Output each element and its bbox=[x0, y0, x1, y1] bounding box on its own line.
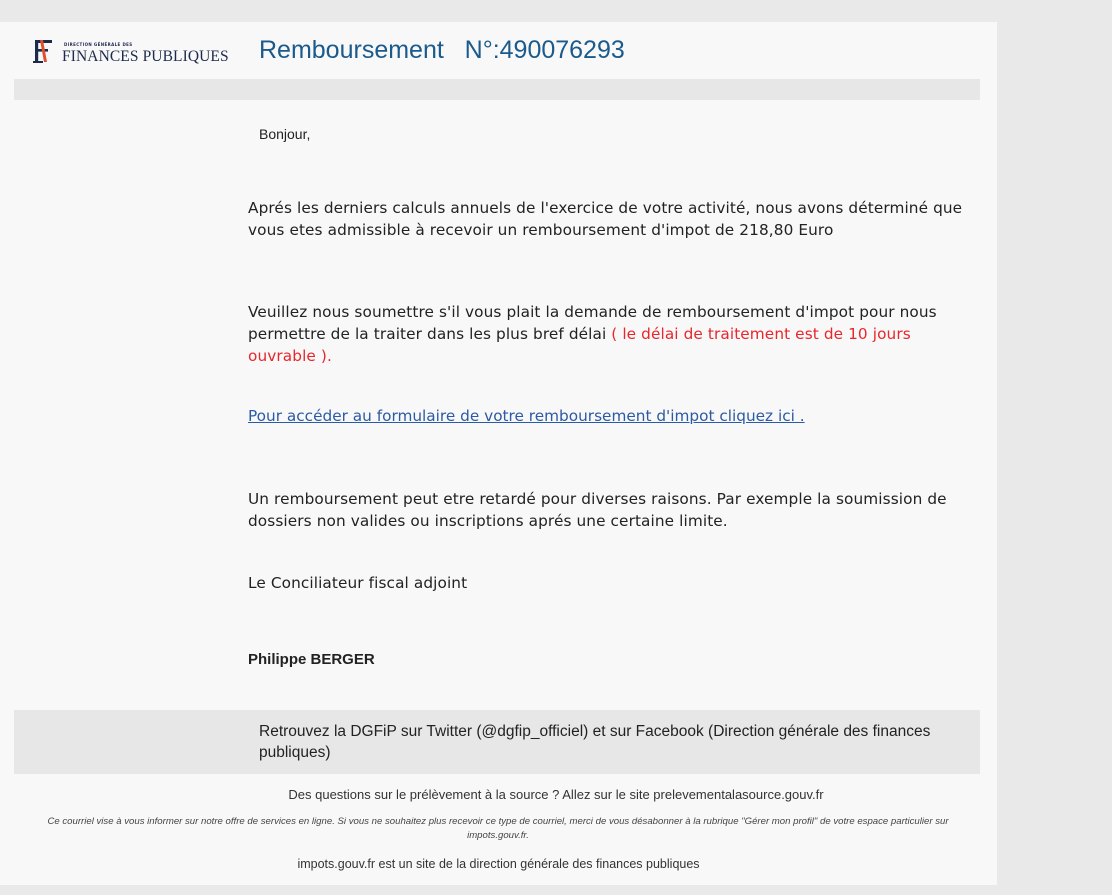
request-paragraph bbox=[248, 301, 973, 367]
delay-reasons-paragraph: Un remboursement peut etre retardé pour diverses raisons. Par exemple la soumission de dossiers non valides ou inscriptions aprés une certaine limite. bbox=[248, 490, 947, 530]
refund-paragraph: Aprés les derniers calculs annuels de l'exercice de votre activité, nous avons déterminé que vous etes admissible à recevoir un remboursement d'impot de 218,80 Euro bbox=[248, 199, 963, 239]
withholding-questions-text[interactable]: Des questions sur le prélèvement à la source ? Allez sur le site prelevementalasource.gouv.fr bbox=[288, 787, 824, 802]
delay-warning-text: ( le délai de traitement est de 10 jours ouvrable ). bbox=[248, 325, 911, 365]
social-media-text: Retrouvez la DGFiP sur Twitter (@dgfip_officiel) et sur Facebook (Direction générale des finances publiques) bbox=[259, 723, 931, 761]
withholding-questions bbox=[0, 787, 1112, 802]
closing-text: Le Conciliateur fiscal adjoint bbox=[248, 574, 468, 592]
logo-title: FINANCES PUBLIQUES bbox=[62, 48, 229, 65]
signature-name: Philippe BERGER bbox=[248, 651, 375, 668]
dgfip-logo-icon bbox=[31, 36, 61, 66]
request-text: Veuillez nous soumettre s'il vous plait la demande de remboursement d'impot pour nous permettre de la traiter dans les plus bref délai bbox=[248, 303, 937, 343]
refund-form-link[interactable]: Pour accéder au formulaire de votre remboursement d'impot cliquez ici . bbox=[248, 407, 805, 425]
site-ownership-note: impots.gouv.fr est un site de la direction générale des finances publiques bbox=[297, 857, 700, 871]
page-title: Remboursement N°:490076293 bbox=[259, 36, 625, 64]
header-divider-band bbox=[14, 79, 980, 100]
logo-subtitle: DIRECTION GÉNÉRALE DES bbox=[64, 42, 133, 47]
greeting: Bonjour, bbox=[259, 126, 311, 142]
unsubscribe-disclaimer: Ce courriel vise à vous informer sur notre offre de services en ligne. Si vous ne souhaitez plus recevoir ce type de courriel, merci de vous désabonner à la rubrique "Gérer mon profil" de votre espace particulier sur impots.gouv.fr. bbox=[47, 816, 949, 841]
dgfip-logo bbox=[31, 36, 236, 66]
